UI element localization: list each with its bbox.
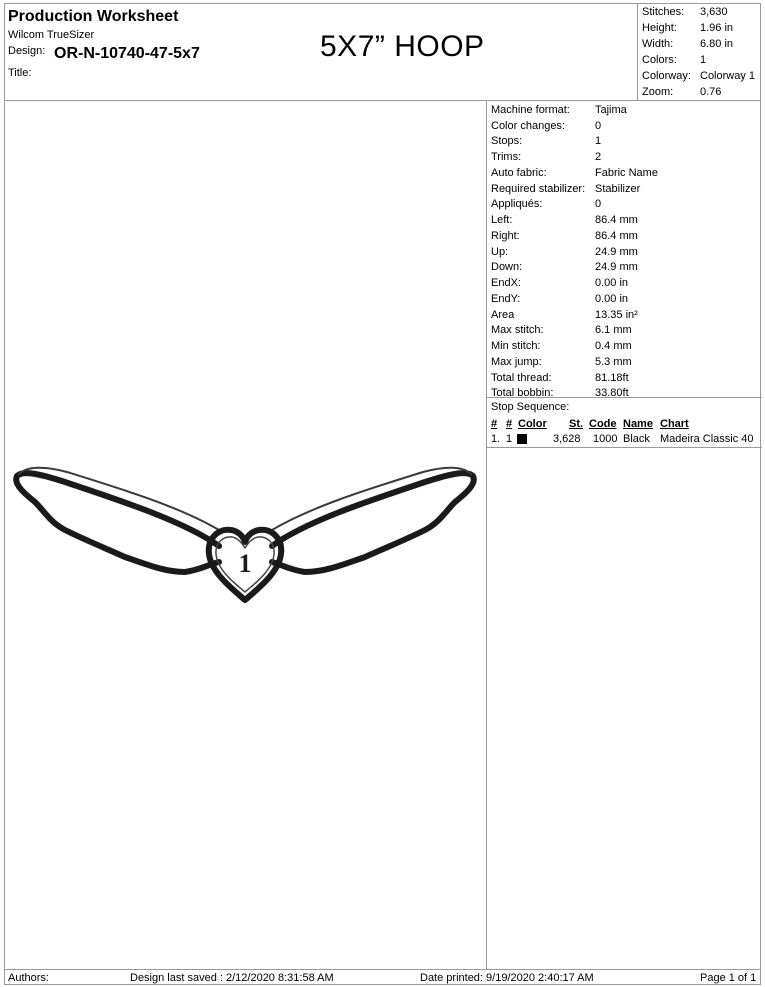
info-label: Max stitch: — [491, 324, 544, 336]
summary-label: Height: — [642, 22, 677, 34]
info-value: 0.00 in — [595, 293, 629, 305]
summary-value: 0.76 — [700, 86, 722, 98]
info-label: Total bobbin: — [491, 387, 554, 399]
design-info-panel — [486, 101, 761, 969]
info-value: 5.3 mm — [595, 356, 632, 368]
info-value: 86.4 mm — [595, 230, 638, 242]
divider — [487, 397, 762, 398]
info-value: 2 — [595, 151, 602, 163]
stop-sequence-title: Stop Sequence: — [491, 401, 570, 413]
col-header-chart: Chart — [660, 418, 689, 430]
summary-label: Zoom: — [642, 86, 674, 98]
info-value: 0 — [595, 120, 602, 132]
info-label: Area — [491, 309, 515, 321]
info-value: 24.9 mm — [595, 261, 638, 273]
summary-value: 1.96 in — [700, 22, 734, 34]
info-label: Color changes: — [491, 120, 565, 132]
software-name: Wilcom TrueSizer — [8, 29, 95, 41]
info-label: Trims: — [491, 151, 522, 163]
summary-row — [642, 5, 728, 20]
design-label: Design: — [8, 45, 46, 57]
info-value: 1 — [595, 135, 602, 147]
info-value: 0.4 mm — [595, 340, 632, 352]
hoop-size: 5X7” HOOP — [320, 30, 485, 63]
info-value: 86.4 mm — [595, 214, 638, 226]
col-header-num2: # — [506, 418, 513, 430]
col-header-num: # — [491, 418, 498, 430]
wings-heart-design — [5, 102, 485, 968]
stop-row-code: 1000 — [593, 433, 618, 445]
col-header-color: Color — [518, 418, 547, 430]
info-label: Machine format: — [491, 104, 570, 116]
info-value: 0.00 in — [595, 277, 629, 289]
info-value: 81.18ft — [595, 372, 629, 384]
authors-label: Authors: — [8, 972, 49, 984]
summary-label: Colorway: — [642, 70, 691, 82]
info-label: Up: — [491, 246, 509, 258]
design-name: OR-N-10740-47-5x7 — [54, 45, 200, 62]
last-saved: Design last saved : 2/12/2020 8:31:58 AM — [130, 972, 334, 984]
info-label: Max jump: — [491, 356, 542, 368]
summary-row — [642, 85, 721, 100]
info-value: Stabilizer — [595, 183, 641, 195]
info-label: EndX: — [491, 277, 521, 289]
info-value: Tajima — [595, 104, 627, 116]
info-label: Auto fabric: — [491, 167, 547, 179]
summary-value: 1 — [700, 54, 707, 66]
heart-number: 1 — [238, 549, 252, 578]
date-printed: Date printed: 9/19/2020 2:40:17 AM — [420, 972, 594, 984]
stop-row-chart: Madeira Classic 40 — [660, 433, 754, 445]
info-label: Appliqués: — [491, 198, 543, 210]
info-label: Required stabilizer: — [491, 183, 586, 195]
summary-label: Colors: — [642, 54, 677, 66]
stop-row-num: 1. — [491, 433, 501, 445]
info-label: EndY: — [491, 293, 521, 305]
summary-label: Width: — [642, 38, 674, 50]
design-preview — [5, 102, 485, 968]
info-label: Min stitch: — [491, 340, 541, 352]
summary-row — [642, 53, 706, 68]
summary-value: Colorway 1 — [700, 70, 756, 82]
page-title: Production Worksheet — [8, 8, 179, 25]
info-value: 6.1 mm — [595, 324, 632, 336]
info-label: Right: — [491, 230, 520, 242]
info-value: Fabric Name — [595, 167, 658, 179]
col-header-code: Code — [589, 418, 617, 430]
summary-panel — [637, 3, 761, 101]
stop-row-stitches: 3,628 — [553, 433, 581, 445]
info-label: Total thread: — [491, 372, 552, 384]
worksheet-footer — [4, 969, 761, 985]
stop-row-num2: 1 — [506, 433, 513, 445]
summary-row — [642, 21, 733, 36]
info-value: 0 — [595, 198, 602, 210]
info-label: Left: — [491, 214, 513, 226]
info-label: Stops: — [491, 135, 523, 147]
col-header-name: Name — [623, 418, 653, 430]
info-label: Down: — [491, 261, 523, 273]
info-value: 13.35 in² — [595, 309, 638, 321]
col-header-stitches: St. — [569, 418, 584, 430]
title-label: Title: — [8, 67, 32, 79]
divider — [487, 447, 762, 448]
page-number: Page 1 of 1 — [700, 972, 757, 984]
color-swatch — [517, 434, 527, 444]
stop-row-name: Black — [623, 433, 650, 445]
summary-value: 3,630 — [700, 6, 728, 18]
design-outline-highlight — [19, 468, 471, 530]
summary-row — [642, 69, 755, 84]
summary-label: Stitches: — [642, 6, 685, 18]
summary-value: 6.80 in — [700, 38, 734, 50]
info-value: 33.80ft — [595, 387, 629, 399]
summary-row — [642, 37, 733, 52]
info-value: 24.9 mm — [595, 246, 638, 258]
